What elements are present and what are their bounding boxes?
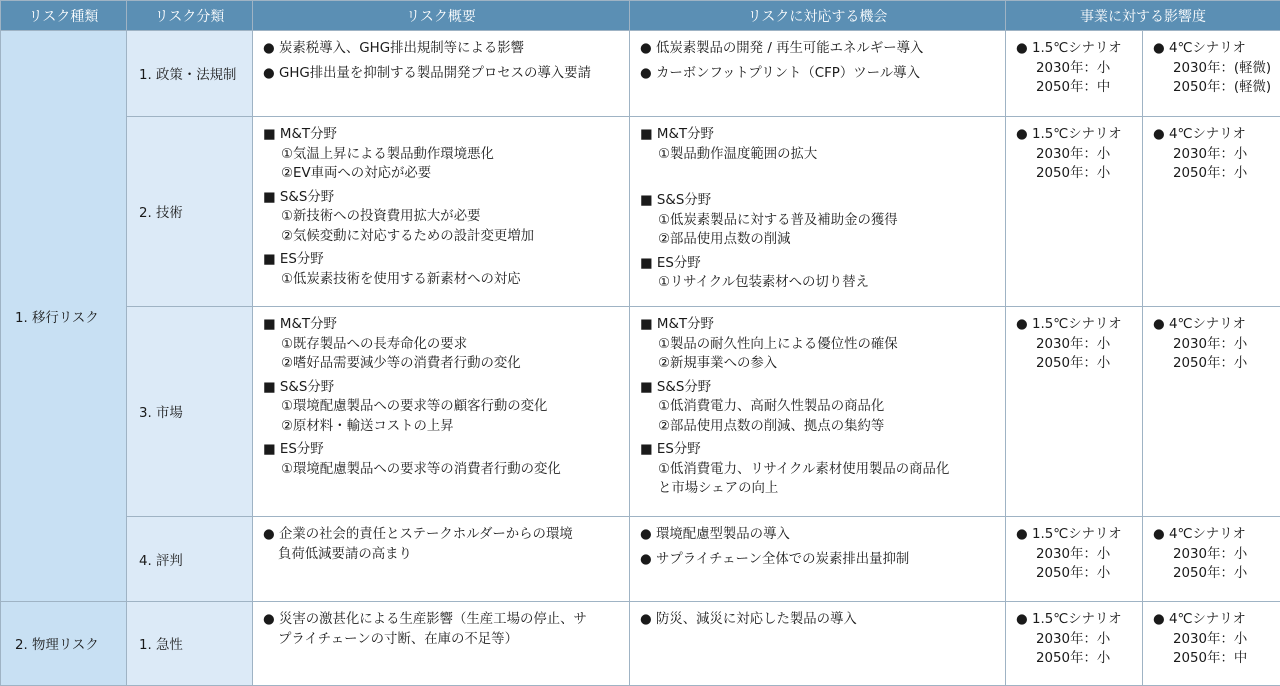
list-item: ● GHG排出量を抑制する製品開発プロセスの導入要請: [263, 64, 623, 84]
impact-2030: 2030年：小: [1153, 630, 1276, 650]
list-item: ● 低炭素製品の開発 / 再生可能エネルギー導入: [640, 39, 999, 59]
impact-4c-cell: [1143, 117, 1280, 307]
impact-2030: 2030年：小: [1016, 145, 1138, 165]
list-item: ②原材料・輸送コストの上昇: [263, 417, 623, 437]
list-item: ①低消費電力、リサイクル素材使用製品の商品化と市場シェアの向上: [640, 460, 999, 499]
list-item: ②EV車両への対応が必要: [263, 164, 623, 184]
impact-4c-cell: [1143, 517, 1280, 602]
list-item: ②気候変動に対応するための設計変更増加: [263, 227, 623, 247]
table-row: [1, 602, 1280, 686]
impact-2050: 2050年：中: [1153, 649, 1276, 669]
scenario-label: ● 1.5℃シナリオ: [1016, 315, 1138, 335]
list-item: ①低炭素製品に対する普及補助金の獲得: [640, 211, 999, 231]
list-item: ● 炭素税導入、GHG排出規制等による影響: [263, 39, 623, 59]
list-item: ● カーボンフットプリント（CFP）ツール導入: [640, 64, 999, 84]
opportunity-cell: [630, 31, 1006, 117]
impact-4c-cell: [1143, 31, 1280, 117]
risk-overview-cell: [253, 307, 630, 517]
impact-2050: 2050年：小: [1016, 649, 1138, 669]
opportunity-cell: [630, 602, 1006, 686]
risk-overview-cell: [253, 602, 630, 686]
section-mt: [640, 315, 999, 374]
header-business-impact: 事業に対する影響度: [1006, 1, 1280, 31]
risk-overview-cell: [253, 31, 630, 117]
impact-2050: 2050年：小: [1153, 354, 1276, 374]
impact-15c-cell: [1006, 307, 1143, 517]
impact-15c-cell: [1006, 31, 1143, 117]
impact-15c-cell: [1006, 602, 1143, 686]
section-mt: [263, 315, 623, 374]
scenario-label: ● 1.5℃シナリオ: [1016, 39, 1138, 59]
section-heading: ■ ES分野: [640, 254, 999, 274]
header-risk-overview: リスク概要: [253, 1, 630, 31]
table-row: [1, 117, 1280, 307]
scenario-label: ● 1.5℃シナリオ: [1016, 525, 1138, 545]
impact-2050: 2050年：小: [1153, 164, 1276, 184]
scenario-label: ● 4℃シナリオ: [1153, 610, 1276, 630]
table-row: [1, 517, 1280, 602]
impact-2030: 2030年：(軽微): [1153, 59, 1276, 79]
impact-2030: 2030年：小: [1016, 545, 1138, 565]
impact-2050: 2050年：中: [1016, 78, 1138, 98]
opportunity-cell: [630, 117, 1006, 307]
risk-category: 3. 市場: [127, 307, 253, 517]
header-row: [1, 1, 1280, 31]
impact-2050: 2050年：小: [1153, 564, 1276, 584]
impact-4c-cell: [1143, 307, 1280, 517]
scenario-label: ● 1.5℃シナリオ: [1016, 125, 1138, 145]
section-heading: ■ ES分野: [263, 250, 623, 270]
risk-category: 2. 技術: [127, 117, 253, 307]
section-es: [263, 440, 623, 479]
section-ss: [263, 378, 623, 437]
list-item: ①製品動作温度範囲の拡大: [640, 145, 999, 165]
risk-overview-cell: [253, 517, 630, 602]
list-item: ● 環境配慮型製品の導入: [640, 525, 999, 545]
section-es: [640, 440, 999, 499]
impact-15c-cell: [1006, 117, 1143, 307]
impact-15c-cell: [1006, 517, 1143, 602]
impact-2030: 2030年：小: [1016, 335, 1138, 355]
list-item: ①製品の耐久性向上による優位性の確保: [640, 335, 999, 355]
section-heading: ■ S&S分野: [263, 188, 623, 208]
list-item: ● 災害の激甚化による生産影響（生産工場の停止、サプライチェーンの寸断、在庫の不足等）: [263, 610, 623, 649]
section-heading: ■ S&S分野: [640, 378, 999, 398]
section-es: [263, 250, 623, 289]
risk-category: 1. 急性: [127, 602, 253, 686]
section-heading: ■ M&T分野: [263, 315, 623, 335]
scenario-label: ● 4℃シナリオ: [1153, 39, 1276, 59]
list-item: ①新技術への投資費用拡大が必要: [263, 207, 623, 227]
list-item: ②部品使用点数の削減、拠点の集約等: [640, 417, 999, 437]
header-risk-category: リスク分類: [127, 1, 253, 31]
section-es: [640, 254, 999, 293]
impact-2030: 2030年：小: [1016, 59, 1138, 79]
list-item: ①気温上昇による製品動作環境悪化: [263, 145, 623, 165]
list-item: ● 企業の社会的責任とステークホルダーからの環境負荷低減要請の高まり: [263, 525, 623, 564]
list-item: ②新規事業への参入: [640, 354, 999, 374]
section-ss: [263, 188, 623, 247]
scenario-label: ● 4℃シナリオ: [1153, 525, 1276, 545]
header-risk-type: リスク種類: [1, 1, 127, 31]
scenario-label: ● 4℃シナリオ: [1153, 125, 1276, 145]
section-heading: ■ S&S分野: [263, 378, 623, 398]
section-heading: ■ ES分野: [263, 440, 623, 460]
section-ss: [640, 191, 999, 250]
risk-category: 4. 評判: [127, 517, 253, 602]
list-item: ①リサイクル包装素材への切り替え: [640, 273, 999, 293]
list-item: ● 防災、減災に対応した製品の導入: [640, 610, 999, 630]
impact-4c-cell: [1143, 602, 1280, 686]
list-item: ● サプライチェーン全体での炭素排出量抑制: [640, 550, 999, 570]
impact-2050: 2050年：(軽微): [1153, 78, 1276, 98]
section-mt: [640, 125, 999, 187]
opportunity-cell: [630, 307, 1006, 517]
list-item: ②部品使用点数の削減: [640, 230, 999, 250]
section-heading: ■ M&T分野: [263, 125, 623, 145]
list-item: ②嗜好品需要減少等の消費者行動の変化: [263, 354, 623, 374]
section-mt: [263, 125, 623, 184]
risk-type-transition: 1. 移行リスク: [1, 31, 127, 602]
section-heading: ■ M&T分野: [640, 315, 999, 335]
list-item: ①低炭素技術を使用する新素材への対応: [263, 270, 623, 290]
impact-2050: 2050年：小: [1016, 164, 1138, 184]
list-item: ①環境配慮製品への要求等の消費者行動の変化: [263, 460, 623, 480]
list-item: ①環境配慮製品への要求等の顧客行動の変化: [263, 397, 623, 417]
section-ss: [640, 378, 999, 437]
section-heading: ■ ES分野: [640, 440, 999, 460]
scenario-label: ● 1.5℃シナリオ: [1016, 610, 1138, 630]
impact-2050: 2050年：小: [1016, 564, 1138, 584]
scenario-label: ● 4℃シナリオ: [1153, 315, 1276, 335]
table-row: [1, 31, 1280, 117]
impact-2030: 2030年：小: [1016, 630, 1138, 650]
risk-category: 1. 政策・法規制: [127, 31, 253, 117]
section-heading: ■ S&S分野: [640, 191, 999, 211]
list-item: ①既存製品への長寿命化の要求: [263, 335, 623, 355]
impact-2030: 2030年：小: [1153, 335, 1276, 355]
table-row: [1, 307, 1280, 517]
impact-2030: 2030年：小: [1153, 545, 1276, 565]
risk-overview-cell: [253, 117, 630, 307]
impact-2030: 2030年：小: [1153, 145, 1276, 165]
header-opportunity: リスクに対応する機会: [630, 1, 1006, 31]
impact-2050: 2050年：小: [1016, 354, 1138, 374]
opportunity-cell: [630, 517, 1006, 602]
risk-type-physical: 2. 物理リスク: [1, 602, 127, 686]
list-item: ①低消費電力、高耐久性製品の商品化: [640, 397, 999, 417]
section-heading: ■ M&T分野: [640, 125, 999, 145]
